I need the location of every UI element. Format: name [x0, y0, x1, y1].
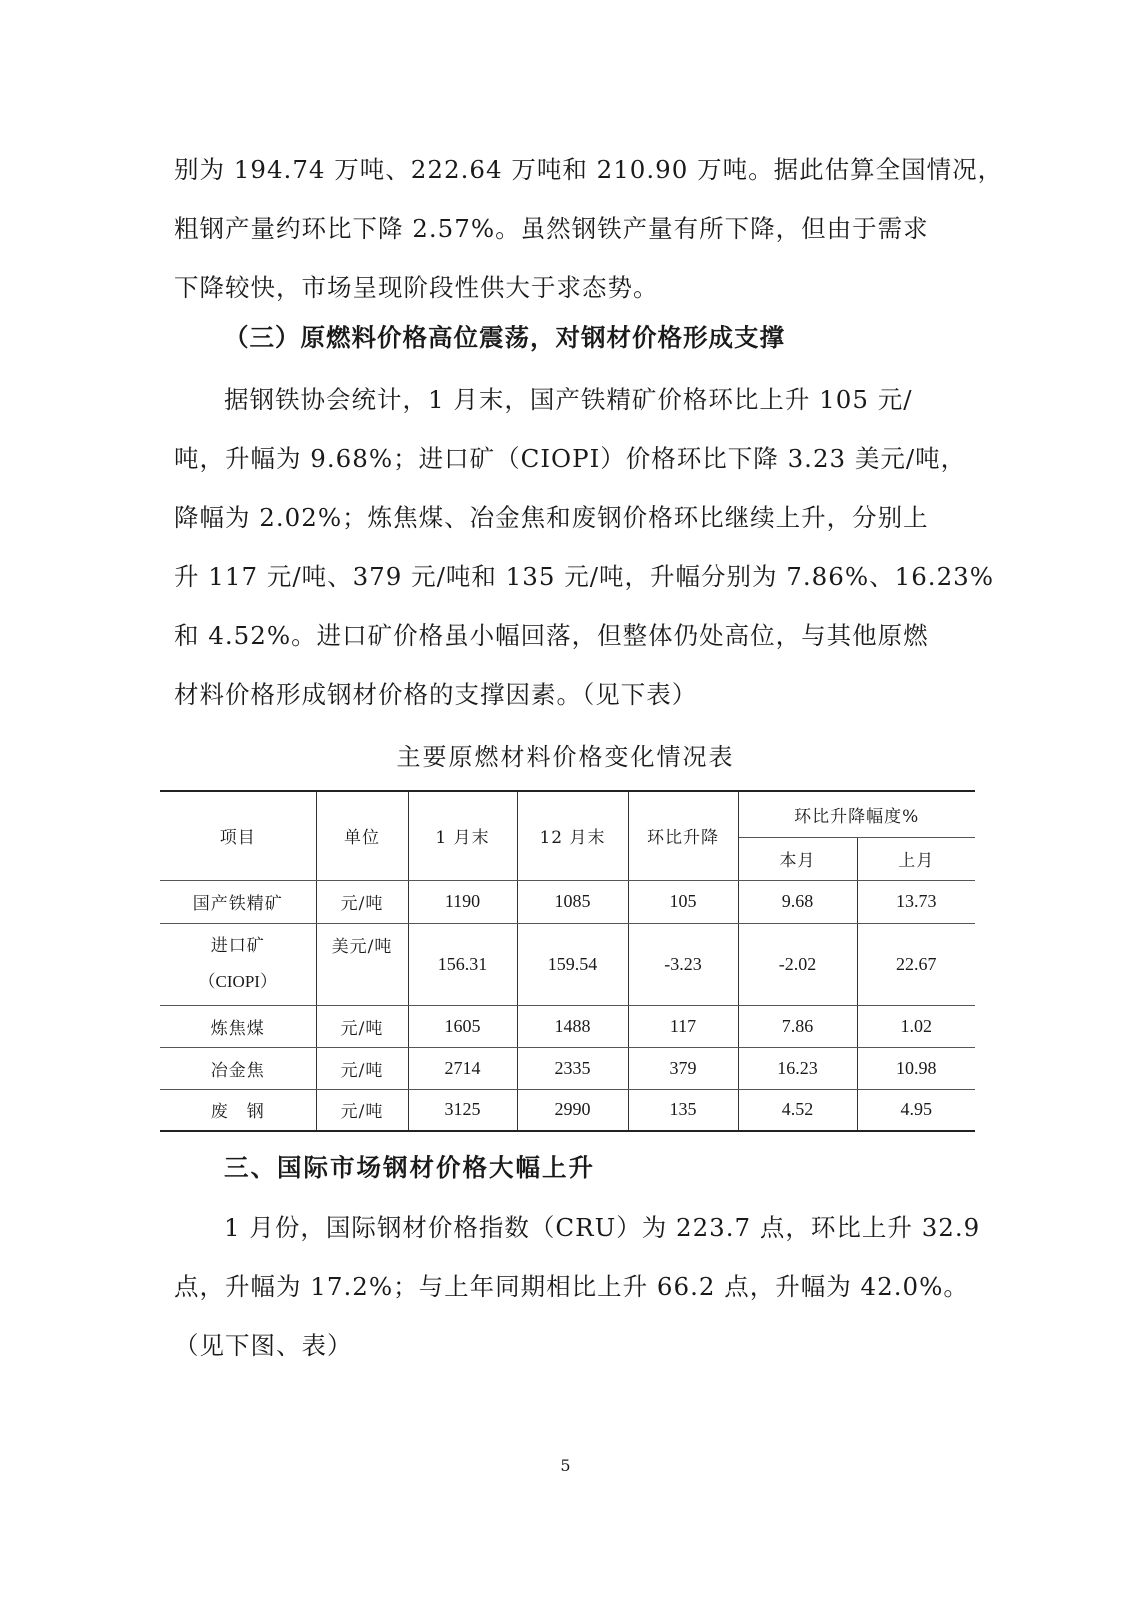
text-line: 吨，升幅为 9.68%；进口矿（CIOPI）价格环比下降 3.23 美元/吨，: [174, 444, 967, 473]
cell-dec-end: 1085: [517, 880, 628, 923]
cell-change: 105: [628, 880, 738, 923]
table-caption: 主要原燃材料价格变化情况表: [396, 743, 735, 771]
text-line: 点，升幅为 17.2%；与上年同期相比上升 66.2 点，升幅为 42.0%。: [174, 1272, 969, 1301]
section-heading-international: 三、国际市场钢材价格大幅上升: [224, 1153, 595, 1182]
header-mom-pct-group: 环比升降幅度%: [738, 791, 975, 837]
cell-this-month: 9.68: [738, 880, 857, 923]
cell-change: -3.23: [628, 923, 738, 1005]
cell-last-month: 1.02: [857, 1005, 975, 1047]
cell-jan-end: 3125: [408, 1089, 517, 1131]
table-row: [160, 880, 975, 923]
cell-dec-end: 2335: [517, 1047, 628, 1089]
intro-paragraph: [174, 140, 1004, 317]
section-heading-raw-materials: （三）原燃料价格高位震荡，对钢材价格形成支撑: [224, 323, 785, 352]
cell-item: 国产铁精矿: [160, 880, 316, 923]
table-header-row: [160, 791, 975, 837]
table-row: [160, 1089, 975, 1131]
raw-materials-paragraph: [174, 370, 995, 724]
header-last-month: 上月: [857, 837, 975, 880]
cell-unit: 元/吨: [316, 1047, 408, 1089]
cell-last-month: 10.98: [857, 1047, 975, 1089]
text-line: （见下图、表）: [174, 1331, 353, 1360]
header-item: 项目: [160, 791, 316, 880]
cell-dec-end: 159.54: [517, 923, 628, 1005]
cell-jan-end: 156.31: [408, 923, 517, 1005]
cell-last-month: 22.67: [857, 923, 975, 1005]
cell-item-sub: （CIOPI）: [198, 972, 277, 991]
cell-this-month: -2.02: [738, 923, 857, 1005]
header-jan-end: 1 月末: [408, 791, 517, 880]
cell-item: 炼焦煤: [160, 1005, 316, 1047]
cell-this-month: 4.52: [738, 1089, 857, 1131]
header-unit: 单位: [316, 791, 408, 880]
cell-dec-end: 2990: [517, 1089, 628, 1131]
cell-item: 冶金焦: [160, 1047, 316, 1089]
cell-last-month: 4.95: [857, 1089, 975, 1131]
cell-jan-end: 2714: [408, 1047, 517, 1089]
table-row: [160, 923, 975, 1005]
page-number: 5: [560, 1456, 571, 1475]
cell-last-month: 13.73: [857, 880, 975, 923]
text-line: 1 月份，国际钢材价格指数（CRU）为 223.7 点，环比上升 32.9: [224, 1213, 981, 1242]
cell-change: 379: [628, 1047, 738, 1089]
header-dec-end: 12 月末: [517, 791, 628, 880]
cell-unit: 元/吨: [316, 1089, 408, 1131]
header-this-month: 本月: [738, 837, 857, 880]
header-mom-change: 环比升降: [628, 791, 738, 880]
table-row: [160, 1005, 975, 1047]
cell-jan-end: 1605: [408, 1005, 517, 1047]
table-row: [160, 1047, 975, 1089]
text-line: 别为 194.74 万吨、222.64 万吨和 210.90 万吨。据此估算全国情况，: [174, 155, 1004, 184]
text-line: 降幅为 2.02%；炼焦煤、冶金焦和废钢价格环比继续上升，分别上: [174, 503, 929, 532]
cell-this-month: 7.86: [738, 1005, 857, 1047]
text-line: 粗钢产量约环比下降 2.57%。虽然钢铁产量有所下降，但由于需求: [174, 214, 929, 243]
text-line: 据钢铁协会统计，1 月末，国产铁精矿价格环比上升 105 元/: [224, 385, 913, 414]
text-line: 和 4.52%。进口矿价格虽小幅回落，但整体仍处高位，与其他原燃: [174, 621, 929, 650]
text-line: 下降较快，市场呈现阶段性供大于求态势。: [174, 273, 659, 302]
raw-material-price-table: [160, 790, 975, 1132]
cell-item-name: 进口矿: [210, 936, 265, 956]
cell-dec-end: 1488: [517, 1005, 628, 1047]
text-line: 材料价格形成钢材价格的支撑因素。（见下表）: [174, 680, 698, 709]
cell-unit: 美元/吨: [316, 923, 408, 1005]
text-line: 升 117 元/吨、379 元/吨和 135 元/吨，升幅分别为 7.86%、16.23%: [174, 562, 995, 591]
cell-item: 废 钢: [160, 1089, 316, 1131]
cell-jan-end: 1190: [408, 880, 517, 923]
international-paragraph: [174, 1198, 981, 1375]
cell-item: [160, 923, 316, 1005]
cell-change: 117: [628, 1005, 738, 1047]
cell-unit: 元/吨: [316, 880, 408, 923]
cell-unit: 元/吨: [316, 1005, 408, 1047]
cell-this-month: 16.23: [738, 1047, 857, 1089]
cell-change: 135: [628, 1089, 738, 1131]
